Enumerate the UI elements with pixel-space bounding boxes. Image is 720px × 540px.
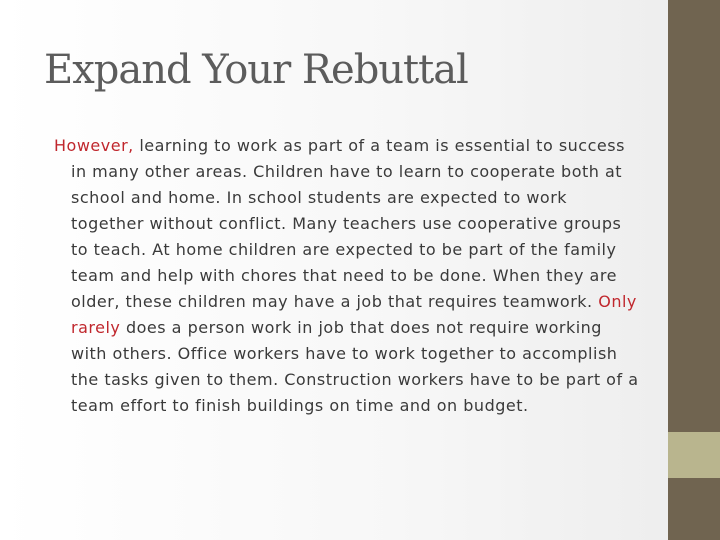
accent-bar-top xyxy=(668,0,720,432)
accent-bar-bottom xyxy=(668,478,720,540)
body-paragraph xyxy=(54,133,641,419)
emphasis-however: However, xyxy=(54,136,134,155)
body-text-part-2: does a person work in job that does not require working with others. Office workers have to work together to accomplish the tasks given to them. Construction workers have to be part of a team effort to finish buildings on time and on budget. xyxy=(71,318,639,415)
slide-title: Expand Your Rebuttal xyxy=(44,47,468,93)
emphasis-only-rarely: Only rarely xyxy=(71,292,637,337)
body-text-part-1: learning to work as part of a team is essential to success in many other areas. Children have to learn to cooperate both at school and home. In school students are expected to work together without conflict. Many teachers use cooperative groups to teach. At home children are expected to be part of the family team and help with chores that need to be done. When they are older, these children may have a job that requires teamwork. xyxy=(71,136,625,311)
accent-bar-middle xyxy=(668,432,720,478)
